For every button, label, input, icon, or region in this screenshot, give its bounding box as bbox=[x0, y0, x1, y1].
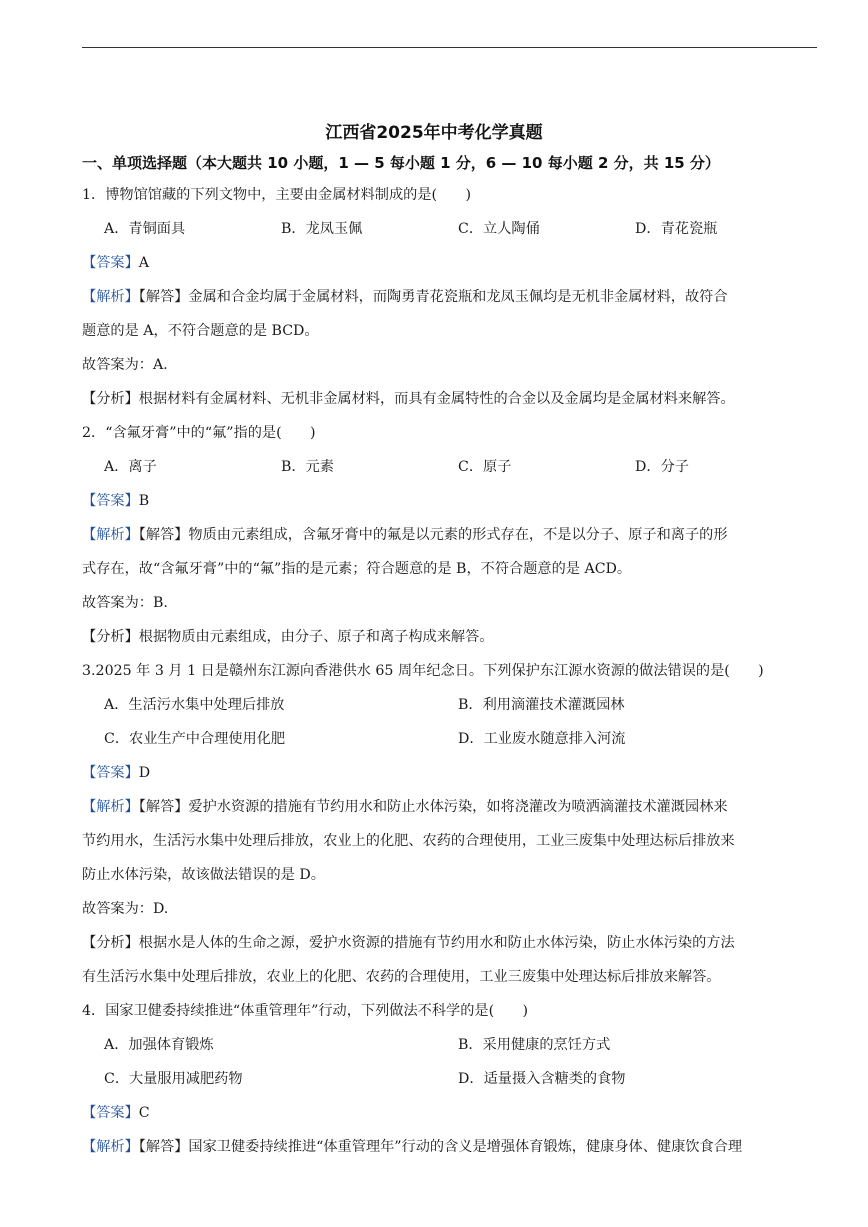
fenxi-tag: 【分析】 bbox=[82, 391, 139, 407]
answer-tag: 【答案】 bbox=[82, 255, 139, 271]
option-b: B．利用滴灌技术灌溉园林 bbox=[458, 697, 625, 713]
document-body bbox=[82, 178, 822, 1164]
option-a: A．生活污水集中处理后排放 bbox=[104, 697, 285, 713]
question-3-solution-line: 节约用水，生活污水集中处理后排放，农业上的化肥、农药的合理使用，工业三废集中处理达标后排放来 bbox=[82, 833, 735, 849]
solution-text: 金属和合金均属于金属材料，而陶勇青花瓷瓶和龙凤玉佩均是无机非金属材料，故符合 bbox=[188, 289, 728, 305]
question-3-solution-line bbox=[82, 790, 822, 824]
answer-value: C bbox=[138, 1105, 150, 1121]
solution-text: 爱护水资源的措施有节约用水和防止水体污染，如将浇灌改为喷洒滴灌技术灌溉园林来 bbox=[188, 799, 728, 815]
option-b: B．龙凤玉佩 bbox=[281, 221, 363, 237]
option-c: C．立人陶俑 bbox=[458, 221, 540, 237]
question-1-final: 故答案为：A. bbox=[82, 357, 168, 373]
question-4-options-row-2 bbox=[82, 1062, 822, 1096]
option-c: C．农业生产中合理使用化肥 bbox=[104, 731, 286, 747]
fenxi-tag: 【分析】 bbox=[82, 935, 139, 951]
header-rule bbox=[82, 47, 817, 48]
question-3-answer bbox=[82, 756, 822, 790]
option-a: A．离子 bbox=[104, 459, 157, 475]
question-1-answer bbox=[82, 246, 822, 280]
page-title: 江西省2025年中考化学真题 bbox=[325, 123, 543, 143]
option-c: C．大量服用减肥药物 bbox=[104, 1071, 243, 1087]
answer-value: B bbox=[138, 493, 150, 509]
question-4-options-row-1 bbox=[82, 1028, 822, 1062]
question-1-options bbox=[82, 212, 822, 246]
analysis-text: 根据材料有金属材料、无机非金属材料，而具有金属特性的合金以及金属均是金属材料来解答。 bbox=[138, 391, 735, 407]
question-2-solution-line bbox=[82, 518, 822, 552]
option-c: C．原子 bbox=[458, 459, 512, 475]
solution-text: 国家卫健委持续推进“体重管理年”行动的含义是增强体育锻炼，健康身体、健康饮食合理 bbox=[188, 1139, 743, 1155]
question-4-solution-line bbox=[82, 1130, 822, 1164]
question-2-solution-line: 式存在，故“含氟牙膏”中的“氟”指的是元素；符合题意的是 B，不符合题意的是 ACD。 bbox=[82, 561, 632, 577]
option-d: D．青花瓷瓶 bbox=[635, 221, 718, 237]
answer-value: D bbox=[138, 765, 151, 781]
question-1-solution-line bbox=[82, 280, 822, 314]
question-1-analysis bbox=[82, 382, 822, 416]
question-1-solution-line: 题意的是 A，不符合题意的是 BCD。 bbox=[82, 323, 319, 339]
question-3-options-row-1 bbox=[82, 688, 822, 722]
question-3-analysis-line: 有生活污水集中处理后排放，农业上的化肥、农药的合理使用，工业三废集中处理达标后排放来解答。 bbox=[82, 969, 721, 985]
solution-text: 物质由元素组成，含氟牙膏中的氟是以元素的形式存在，不是以分子、原子和离子的形 bbox=[188, 527, 728, 543]
analysis-tag: 【解析】 bbox=[82, 289, 139, 305]
analysis-tag: 【解析】 bbox=[82, 527, 139, 543]
solution-tag: 【解答】 bbox=[138, 289, 189, 305]
question-3-options-row-2 bbox=[82, 722, 822, 756]
analysis-tag: 【解析】 bbox=[82, 799, 139, 815]
option-b: B．元素 bbox=[281, 459, 334, 475]
question-4-answer bbox=[82, 1096, 822, 1130]
question-3-solution-line: 防止水体污染，故该做法错误的是 D。 bbox=[82, 867, 325, 883]
answer-value: A bbox=[138, 255, 150, 271]
fenxi-tag: 【分析】 bbox=[82, 629, 139, 645]
question-3-final: 故答案为：D. bbox=[82, 901, 169, 917]
question-1-stem: 1．博物馆馆藏的下列文物中，主要由金属材料制成的是( ) bbox=[82, 187, 471, 203]
option-d: D．工业废水随意排入河流 bbox=[458, 731, 626, 747]
option-d: D．分子 bbox=[635, 459, 689, 475]
question-3-stem: 3.2025 年 3 月 1 日是赣州东江源向香港供水 65 周年纪念日。下列保护东江源水资源的做法错误的是( ) bbox=[82, 663, 764, 679]
question-2-final: 故答案为：B. bbox=[82, 595, 168, 611]
option-b: B．采用健康的烹饪方式 bbox=[458, 1037, 611, 1053]
answer-tag: 【答案】 bbox=[82, 493, 139, 509]
option-a: A．青铜面具 bbox=[104, 221, 186, 237]
analysis-text: 根据物质由元素组成，由分子、原子和离子构成来解答。 bbox=[138, 629, 494, 645]
section-heading: 一、单项选择题（本大题共 10 小题，1 — 5 每小题 1 分，6 — 10 每小题 2 分，共 15 分） bbox=[82, 154, 720, 172]
analysis-text: 根据水是人体的生命之源，爱护水资源的措施有节约用水和防止水体污染，防止水体污染的方法 bbox=[138, 935, 735, 951]
question-4-stem: 4．国家卫健委持续推进“体重管理年”行动，下列做法不科学的是( ) bbox=[82, 1003, 529, 1019]
question-2-analysis bbox=[82, 620, 822, 654]
solution-tag: 【解答】 bbox=[138, 1139, 189, 1155]
question-2-answer bbox=[82, 484, 822, 518]
answer-tag: 【答案】 bbox=[82, 765, 139, 781]
answer-tag: 【答案】 bbox=[82, 1105, 139, 1121]
question-2-options bbox=[82, 450, 822, 484]
solution-tag: 【解答】 bbox=[138, 799, 189, 815]
analysis-tag: 【解析】 bbox=[82, 1139, 139, 1155]
solution-tag: 【解答】 bbox=[138, 527, 189, 543]
question-3-analysis bbox=[82, 926, 822, 960]
question-2-stem: 2．“含氟牙膏”中的“氟”指的是( ) bbox=[82, 425, 316, 441]
option-d: D．适量摄入含糖类的食物 bbox=[458, 1071, 626, 1087]
option-a: A．加强体育锻炼 bbox=[104, 1037, 214, 1053]
